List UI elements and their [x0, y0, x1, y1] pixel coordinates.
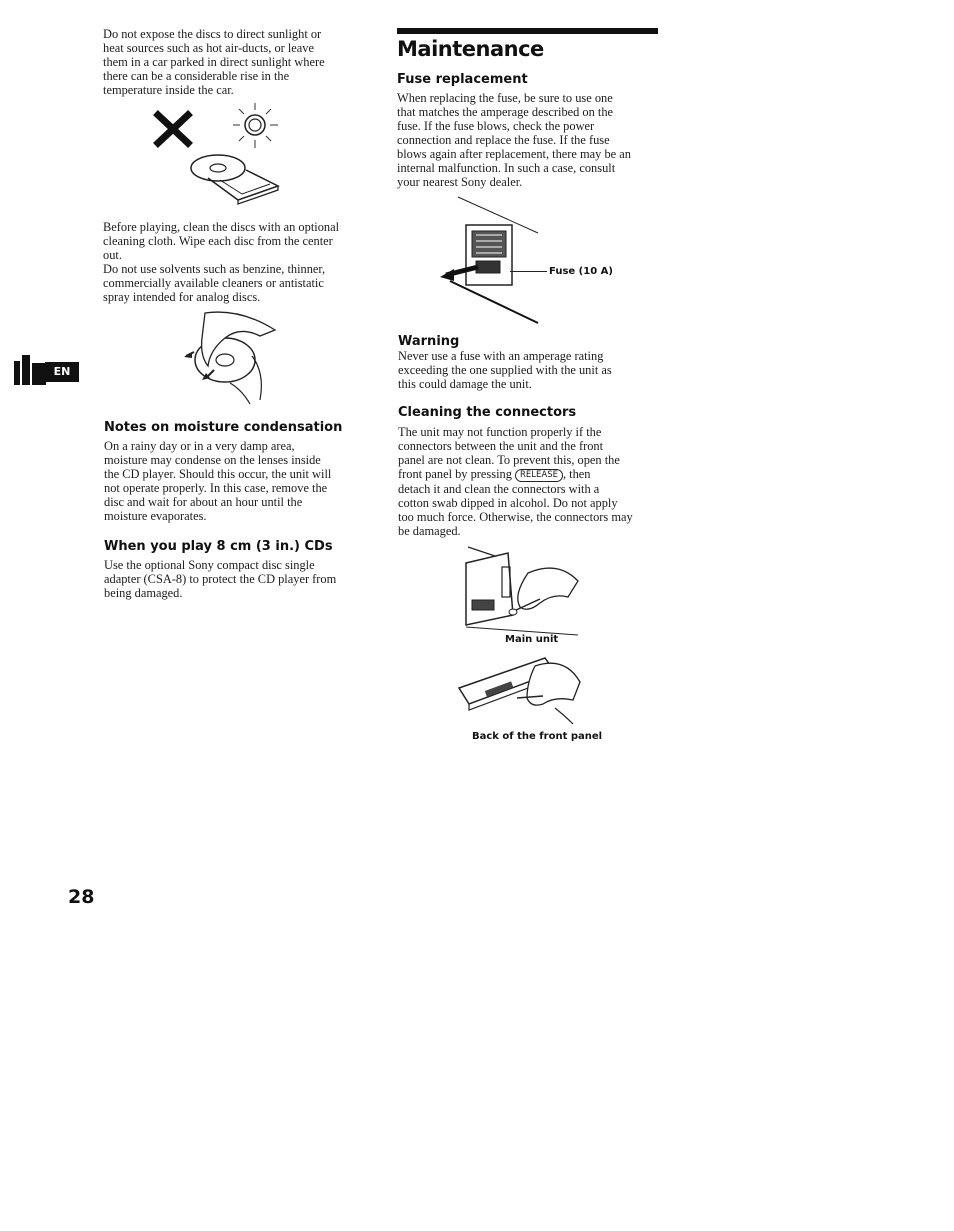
cds-heading: When you play 8 cm (3 in.) CDs: [104, 539, 333, 554]
front-panel-cleaning-illustration: [455, 652, 590, 727]
discs-illustration: [190, 148, 285, 206]
connectors-heading: Cleaning the connectors: [398, 405, 577, 420]
fuse-heading: Fuse replacement: [397, 72, 528, 87]
cds-paragraph: Use the optional Sony compact disc single adapter (CSA-8) to protect the CD player from being damaged.: [104, 558, 337, 600]
page-title: Maintenance: [397, 37, 544, 61]
connectors-paragraph: [398, 425, 673, 538]
fuse-leader-line: [510, 271, 547, 272]
cross-mark-icon: [155, 112, 191, 146]
fuse-paragraph: When replacing the fuse, be sure to use one that matches the amperage described on the fuse. If the fuse blows, check the power connection and replace the fuse. If the fuse blows again after replacement, there may be an internal malfunction. In such a case, consult your nearest Sony dealer.: [397, 91, 631, 189]
connectors-text-part2: , then detach it and clean the connectors with a cotton swab dipped in alcohol. Do not apply too much force. Otherwise, the connectors may be damaged.: [398, 467, 633, 538]
page-number: 28: [68, 886, 95, 908]
tab-marker-icon: [14, 353, 46, 385]
fuse-label: Fuse (10 A): [549, 266, 613, 277]
sunlight-paragraph: Do not expose the discs to direct sunlight or heat sources such as hot air-ducts, or leave them in a car parked in direct sunlight where there can be a considerable rise in the temperature inside the car.: [103, 27, 325, 97]
warning-heading: Warning: [398, 334, 460, 349]
title-rule: [397, 28, 658, 34]
release-key-label: RELEASE: [515, 469, 563, 482]
hand-wiping-disc-illustration: [180, 308, 280, 408]
sun-icon: [225, 100, 285, 152]
moisture-paragraph: On a rainy day or in a very damp area, moisture may condense on the lenses inside the CD player. Should this occur, the unit will not operate properly. In this case, remove the disc and wait for about an hour until the moisture evaporates.: [104, 439, 332, 523]
main-unit-label: Main unit: [505, 634, 559, 645]
moisture-heading: Notes on moisture condensation: [104, 420, 343, 435]
warning-paragraph: Never use a fuse with an amperage rating exceeding the one supplied with the unit as this could damage the unit.: [398, 349, 612, 391]
cleaning-paragraph: Before playing, clean the discs with an optional cleaning cloth. Wipe each disc from the center out. Do not use solvents such as benzine, thinner, commercially available cleaners or antistatic spray intended for analog discs.: [103, 220, 340, 304]
fuse-box-illustration: [438, 195, 548, 325]
connectors-text-part1: The unit may not function properly if the connectors between the unit and the front panel are not clean. To prevent this, open the front panel by pressing: [398, 425, 620, 481]
front-panel-label: Back of the front panel: [472, 731, 603, 742]
main-unit-cleaning-illustration: [458, 545, 588, 635]
language-tab: EN: [45, 362, 79, 382]
